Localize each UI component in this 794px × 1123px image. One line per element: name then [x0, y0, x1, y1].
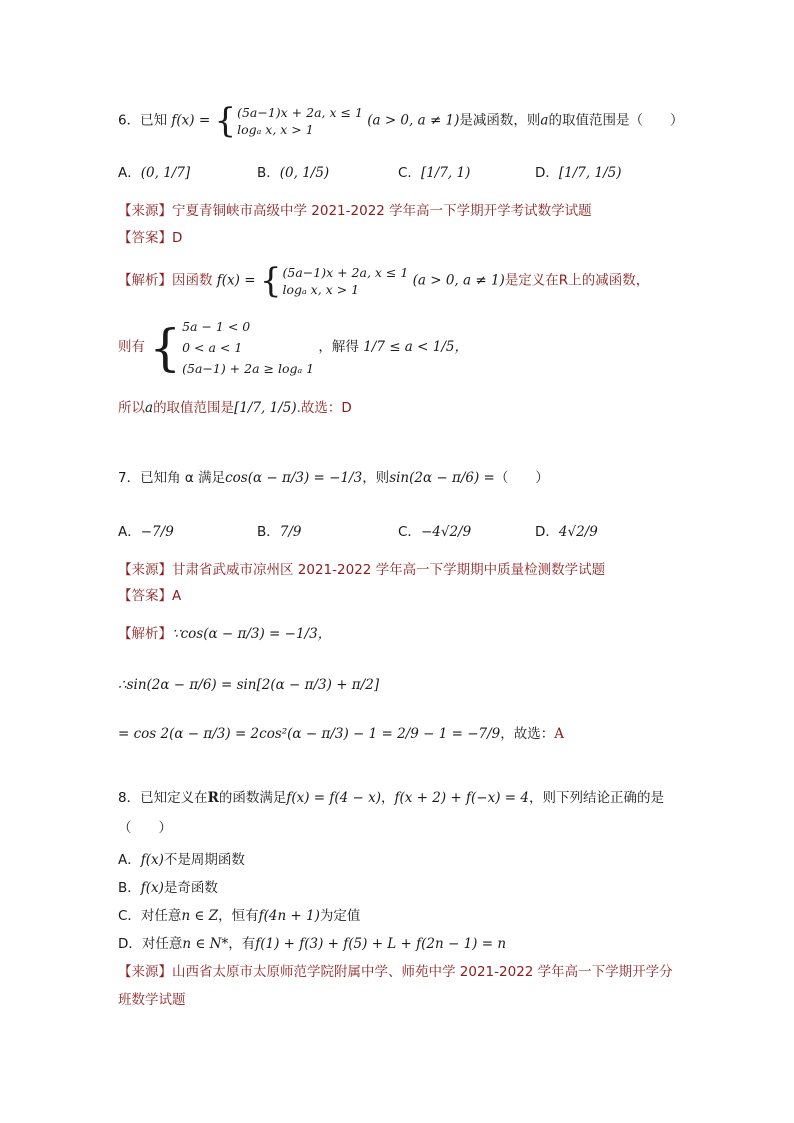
q7-analysis-step2: ∴sin(2α − π/6) = sin[2(α − π/3) + π/2] — [118, 677, 380, 693]
q6-analysis-suffix: 是定义在R上的减函数， — [504, 272, 650, 289]
q6-stem-suffix: 是减函数，则 — [459, 112, 541, 129]
q8-source-line2: 班数学试题 — [118, 992, 186, 1008]
q6-stem-prefix: 6．已知 — [118, 112, 168, 129]
q8-option-b: B．f(x)是奇函数 — [118, 880, 218, 896]
q6-analysis-system: 则有 { 5a − 1 < 0 0 < a < 1 (5a−1) + 2a ≥ logₐ 1 ，解得 1/7 ≤ a < 1/5， — [118, 316, 468, 379]
q8-condition1: f(x) = f(4 − x) — [286, 790, 381, 806]
q7-target: sin(2α − π/6) = — [389, 470, 495, 486]
q6-stem — [118, 101, 684, 141]
q6-solve-expr: 1/7 ≤ a < 1/5， — [363, 339, 468, 355]
q6-piecewise: { (5a−1)x + 2a, x ≤ 1 logₐ x, x > 1 — [214, 101, 363, 141]
q7-option-d: D．4√2/9 — [535, 524, 598, 540]
q7-stem: 7．已知角 α 满足cos(α − π/3) = −1/3，则sin(2α − π/6) =（ ） — [118, 470, 549, 486]
q6-solve-text: ，解得 — [318, 339, 359, 355]
q8-option-a: A．f(x)不是周期函数 — [118, 852, 245, 868]
q8-stem-line2: （ ） — [118, 820, 172, 836]
q6-variable: a — [540, 112, 549, 129]
q6-system-eq1: 5a − 1 < 0 — [182, 319, 251, 334]
q8-stem-line1: 8．已知定义在R的函数满足f(x) = f(4 − x)，f(x + 2) + f(−x) = 4，则下列结论正确的是 — [118, 790, 664, 806]
q8-condition2: f(x + 2) + f(−x) = 4 — [394, 790, 529, 806]
q6-system-eq2: 0 < a < 1 — [182, 340, 243, 355]
q8-source-line1: 【来源】山西省太原市太原师范学院附属中学、师苑中学 2021-2022 学年高一下学期开学分 — [118, 964, 673, 980]
q7-option-a: A．−7/9 — [118, 524, 174, 540]
q7-option-b: B．7/9 — [257, 524, 302, 540]
q6-system-eq3: (5a−1) + 2a ≥ logₐ 1 — [182, 361, 315, 376]
q6-condition: (a > 0, a ≠ 1) — [367, 112, 460, 129]
q6-function-label: f(x) = — [171, 112, 211, 129]
q6-option-b: B．(0, 1/5) — [257, 165, 330, 181]
q6-then-label: 则有 — [118, 339, 145, 355]
q6-option-d: D．[1/7, 1/5) — [535, 165, 622, 181]
q7-given: cos(α − π/3) = −1/3 — [225, 470, 363, 486]
q7-answer: 【答案】A — [118, 588, 182, 604]
q7-final-answer: A — [554, 726, 564, 742]
q6-analysis-prefix: 【解析】因函数 — [118, 272, 213, 289]
q7-source: 【来源】甘肃省武威市凉州区 2021-2022 学年高一下学期期中质量检测数学试题 — [118, 562, 606, 578]
q6-conclusion-range: [1/7, 1/5) — [234, 400, 297, 416]
q6-case1: (5a−1)x + 2a, x ≤ 1 — [237, 105, 363, 120]
q6-source: 【来源】宁夏青铜峡市高级中学 2021-2022 学年高一下学期开学考试数学试题 — [118, 203, 592, 219]
q8-option-c: C．对任意n ∈ Z，恒有f(4n + 1)为定值 — [118, 908, 361, 924]
q6-analysis-piecewise: { (5a−1)x + 2a, x ≤ 1 logₐ x, x > 1 — [259, 261, 409, 301]
q6-analysis-line1: 【解析】因函数 f(x) = { (5a−1)x + 2a, x ≤ 1 logₐ x, x > 1 (a > 0, a ≠ 1)是定义在R上的减函数， — [118, 261, 650, 301]
q7-analysis-step1: 【解析】∵cos(α − π/3) = −1/3， — [118, 626, 332, 642]
q7-analysis-step3: = cos 2(α − π/3) = 2cos²(α − π/3) − 1 = 2/9 − 1 = −7/9，故选：A — [118, 726, 564, 742]
q7-stem-prefix: 7．已知角 α 满足 — [118, 470, 226, 486]
q6-answer: 【答案】D — [118, 230, 183, 246]
q6-conclusion: 所以a的取值范围是[1/7, 1/5).故选：D — [118, 400, 352, 416]
q6-option-c: C．[1/7, 1) — [398, 165, 471, 181]
q8-option-d: D．对任意n ∈ N*，有f(1) + f(3) + f(5) + L + f(2n − 1) = n — [118, 936, 507, 952]
q6-option-a: A．(0, 1/7] — [118, 165, 191, 181]
q6-stem-end: 的取值范围是（ ） — [548, 112, 684, 129]
q6-case2: logₐ x, x > 1 — [237, 122, 314, 137]
q7-option-c: C．−4√2/9 — [398, 524, 472, 540]
